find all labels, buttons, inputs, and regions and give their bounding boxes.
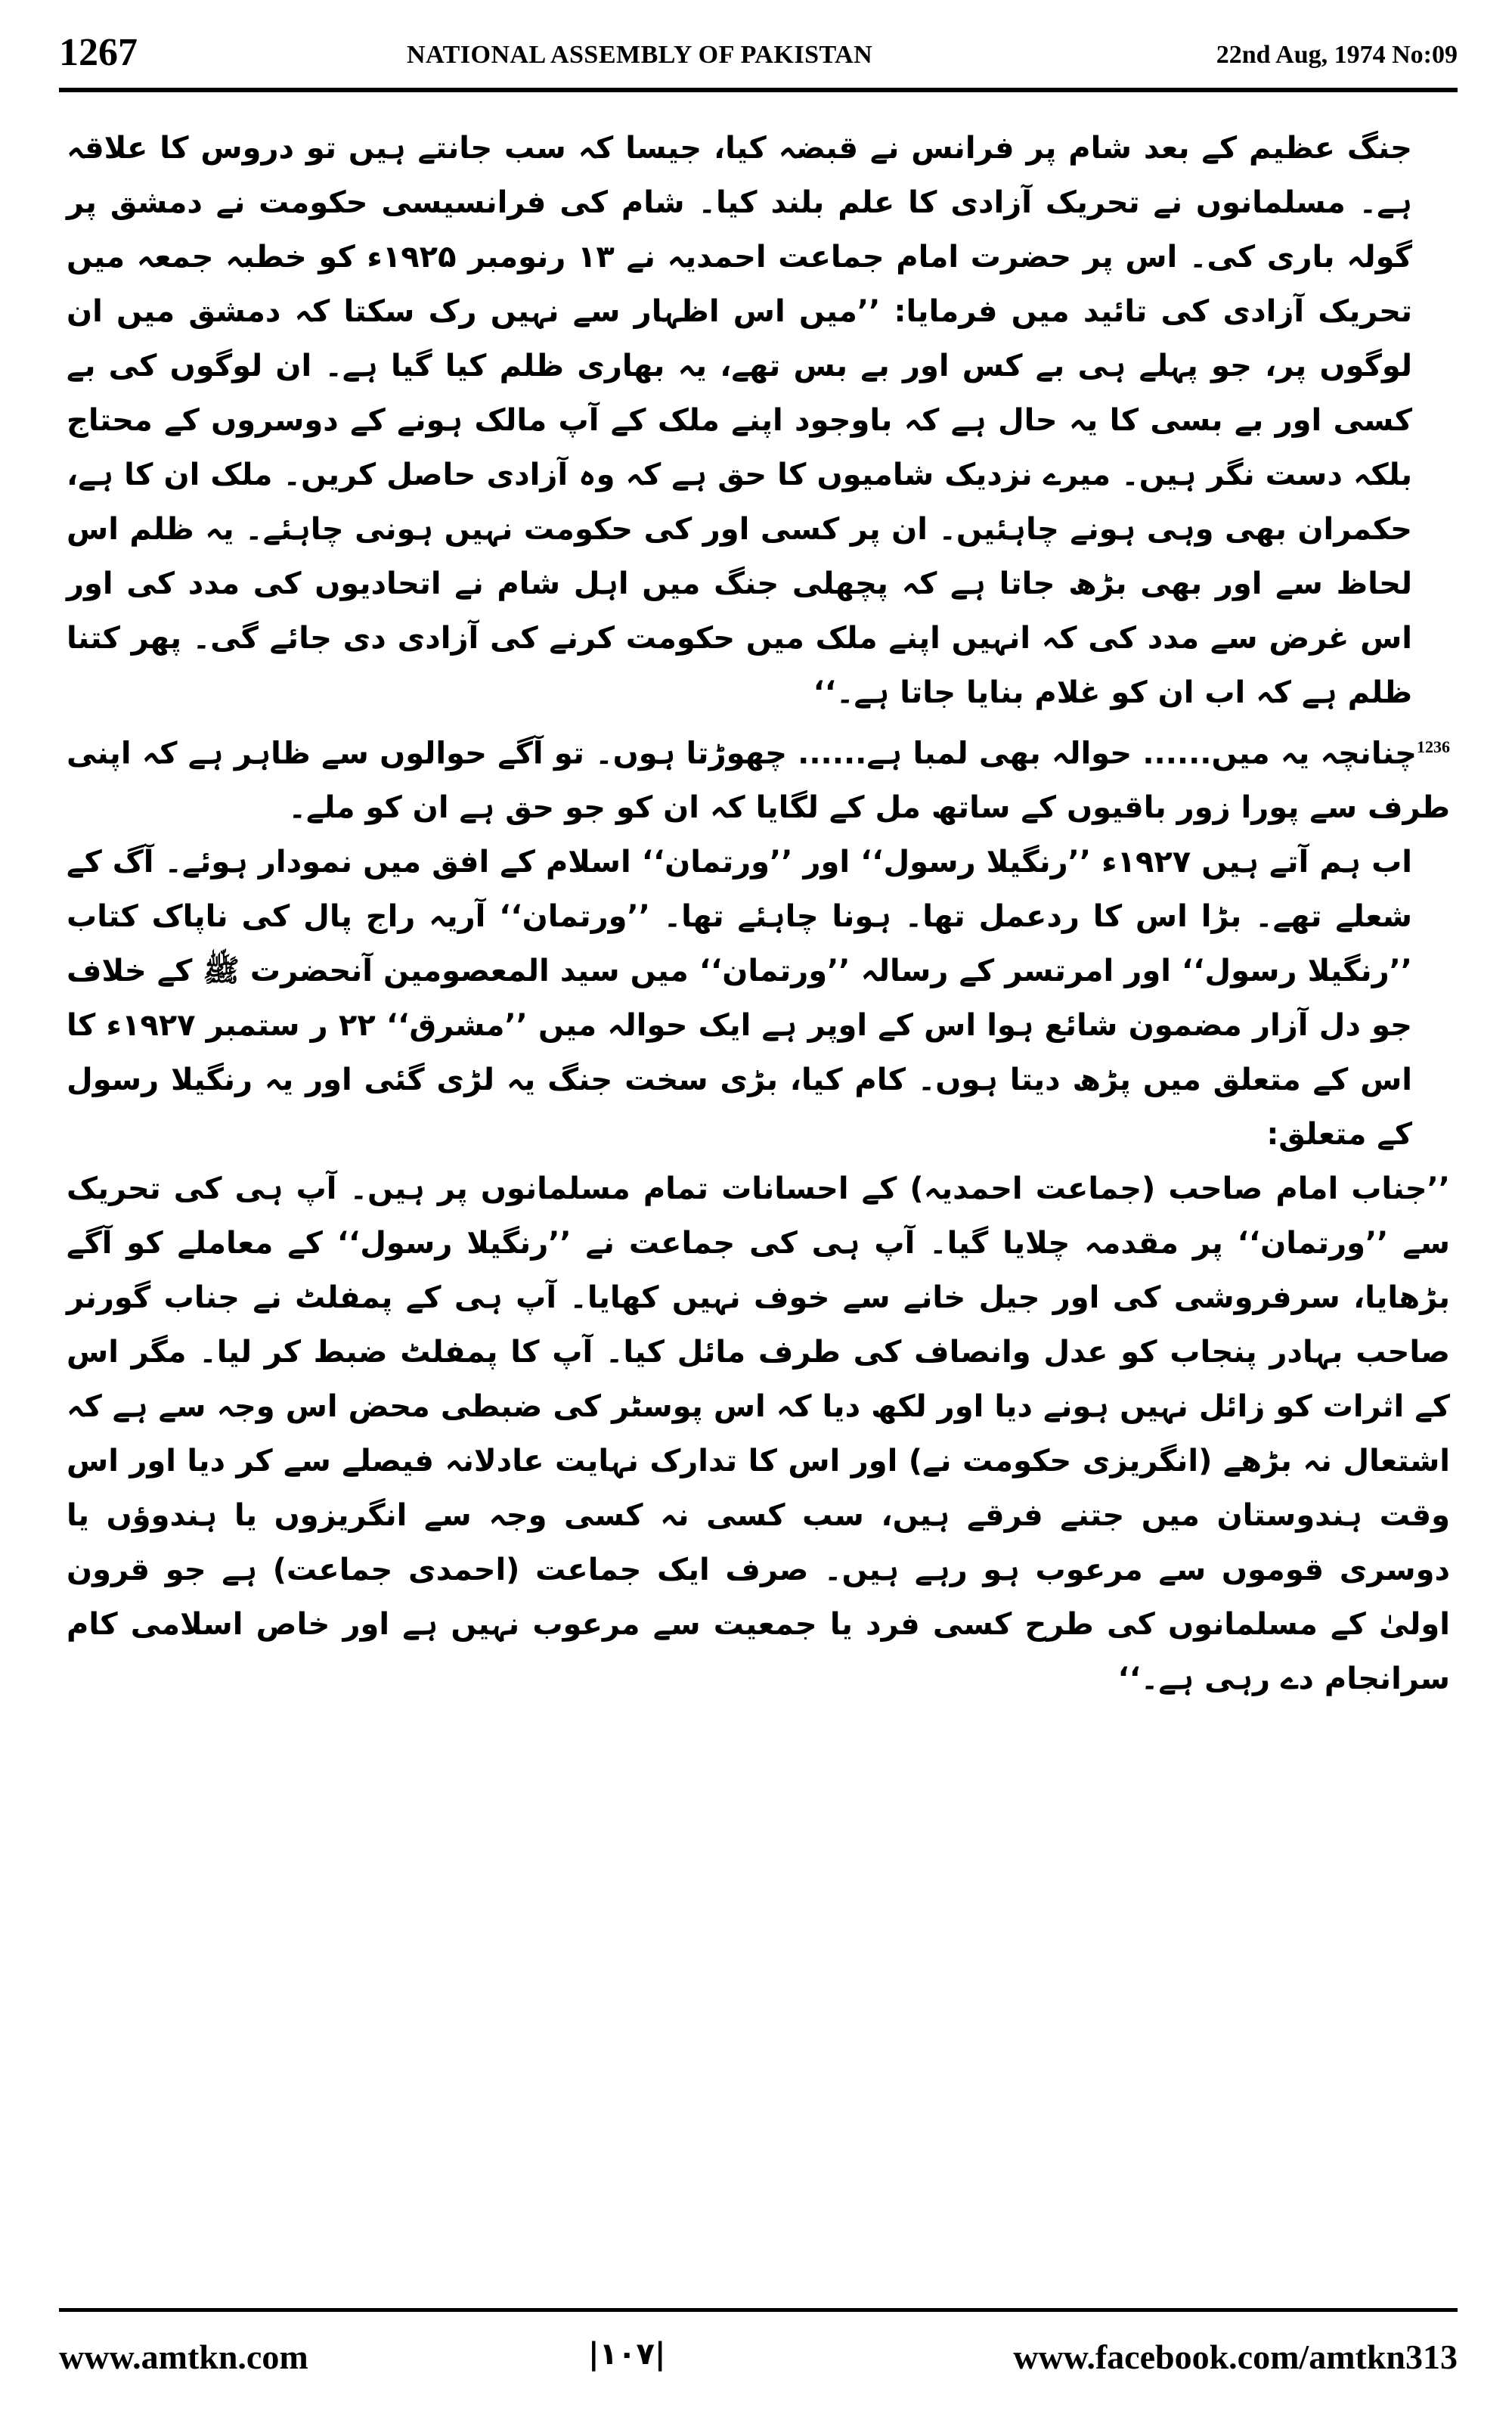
paragraph-rangila-rasool: اب ہم آتے ہیں ۱۹۲۷ء ’’رنگیلا رسول‘‘ اور ’’ورتمان‘‘ اسلام کے افق میں نمودار ہوئے۔ آگ کے شعلے تھے۔ بڑا اس کا ردعمل تھا۔ ہونا چاہئے تھا۔ ’’ورتمان‘‘ آریہ راج پال کی ناپاک کتاب ’’رنگیلا رسول‘‘ اور امرتسر کے رسالہ ’’ورتمان‘‘ میں سید المعصومین آنحضرت ﷺ کے خلاف جو دل آزار مضمون شائع ہوا اس کے اوپر ہے ایک حوالہ میں ’’مشرق‘‘ ۲۲ ر ستمبر ۱۹۲۷ء کا اس کے متعلق میں پڑھ دیتا ہوں۔ کام کیا، بڑی سخت جنگ یہ لڑی گئی اور یہ رنگیلا رسول کے متعلق:: [67, 845, 1413, 1153]
footer-page-label: |۱۰۷|: [588, 2337, 666, 2372]
footer-rule: [59, 2308, 1458, 2312]
facebook-link[interactable]: www.facebook.com/amtkn313: [1013, 2338, 1458, 2376]
header-rule: [59, 88, 1458, 92]
document-body: [67, 121, 1450, 1706]
header-title: NATIONAL ASSEMBLY OF PAKISTAN: [407, 41, 873, 69]
paragraph-syria: جنگ عظیم کے بعد شام پر فرانس نے قبضہ کیا، جیسا کہ سب جانتے ہیں تو دروس کا علاقہ ہے۔ مسلمانوں نے تحریک آزادی کا علم بلند کیا۔ شام کی فرانسیسی حکومت نے دمشق پر گولہ باری کی۔ اس پر حضرت امام جماعت احمدیہ نے ۱۳ رنومبر ۱۹۲۵ء کو خطبہ جمعہ میں تحریک آزادی کی تائید میں فرمایا: ’’میں اس اظہار سے نہیں رک سکتا کہ دمشق میں ان لوگوں پر، جو پہلے ہی بے کس اور بے بس تھے، یہ بھاری ظلم کیا گیا ہے۔ ان لوگوں کی بے کسی اور بے بسی کا یہ حال ہے کہ باوجود اپنے ملک کے آپ مالک ہونے کے دوسروں کے محتاج بلکہ دست نگر ہیں۔ میرے نزدیک شامیوں کا حق ہے کہ وہ آزادی حاصل کریں۔ ملک ان کا ہے، حکمران بھی وہی ہونے چاہئیں۔ ان پر کسی اور کی حکومت نہیں ہونی چاہئے۔ یہ ظلم اس لحاظ سے اور بھی بڑھ جاتا ہے کہ پچھلی جنگ میں اہل شام نے اتحادیوں کی مدد کی اور اس غرض سے مدد کی کہ انہیں اپنے ملک میں حکومت کرنے کی آزادی دی جائے گی۔ پھر کتنا ظلم ہے کہ اب ان کو غلام بنایا جاتا ہے۔‘‘: [67, 131, 1413, 710]
paragraph-mashriq-quote: ’’جناب امام صاحب (جماعت احمدیہ) کے احسانات تمام مسلمانوں پر ہیں۔ آپ ہی کی تحریک سے ’’ورتمان‘‘ پر مقدمہ چلایا گیا۔ آپ ہی کی جماعت نے ’’رنگیلا رسول‘‘ کے معاملے کو آگے بڑھایا، سرفروشی کی اور جیل خانے سے خوف نہیں کھایا۔ آپ ہی کے پمفلٹ نے جناب گورنر صاحب بہادر پنجاب کو عدل وانصاف کی طرف مائل کیا۔ آپ کا پمفلٹ ضبط کر لیا۔ مگر اس کے اثرات کو زائل نہیں ہونے دیا اور لکھ دیا کہ اس پوسٹر کی ضبطی محض اس وجہ سے ہے کہ اشتعال نہ بڑھے (انگریزی حکومت نے) اور اس کا تدارک نہایت عادلانہ فیصلے سے کر دیا اور اس وقت ہندوستان میں جتنے فرقے ہیں، سب کسی نہ کسی وجہ سے انگریزوں یا ہندوؤں یا دوسری قوموں سے مرعوب ہو رہے ہیں۔ صرف ایک جماعت (احمدی جماعت) ہے جو قرون اولیٰ کے مسلمانوں کی طرح کسی فرد یا جمعیت سے مرعوب نہیں ہے اور خاص اسلامی کام سرانجام دے رہی ہے۔‘‘: [67, 1171, 1450, 1697]
page-footer: [59, 2337, 1458, 2390]
paragraph-reference-text: چنانچہ یہ میں...... حوالہ بھی لمبا ہے...... چھوڑتا ہوں۔ تو آگے حوالوں سے ظاہر ہے کہ اپنی طرف سے پورا زور باقیوں کے ساتھ مل کے لگایا کہ ان کو جو حق ہے ان کو ملے۔: [67, 736, 1450, 826]
footnote-reference: 1236: [1417, 737, 1450, 756]
page-number: 1267: [59, 31, 138, 74]
website-link[interactable]: www.amtkn.com: [59, 2338, 308, 2376]
header-date: 22nd Aug, 1974 No:09: [1216, 41, 1458, 69]
paragraph-reference: [67, 720, 1450, 835]
